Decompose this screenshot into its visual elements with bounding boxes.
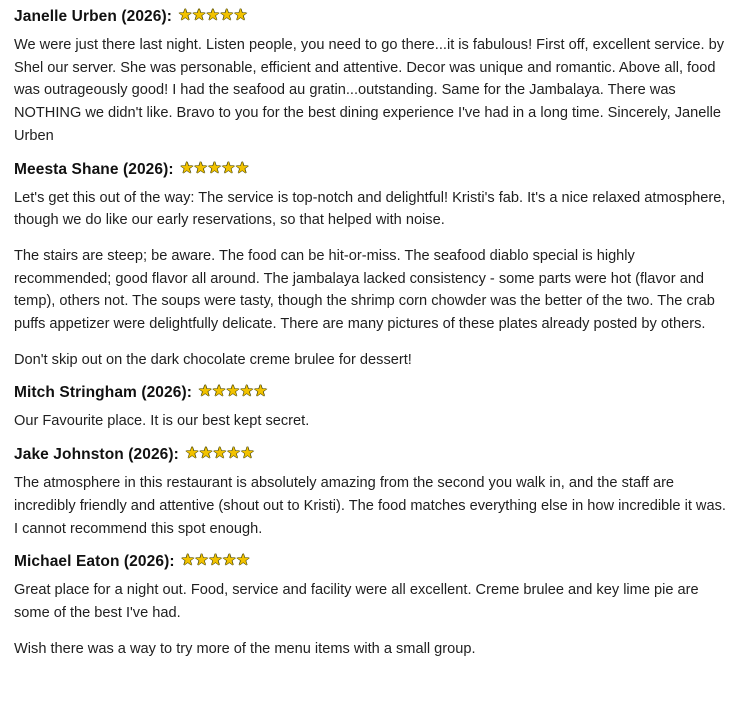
star-icon: ★ <box>198 445 213 463</box>
star-icon: ★ <box>179 159 194 177</box>
star-icon: ★ <box>178 7 192 24</box>
review-header <box>14 384 733 402</box>
review-header <box>14 553 733 571</box>
review-paragraph: Great place for a night out. Food, service and facility were all excellent. Creme brulee and key lime pie are some of the best I've had. <box>14 582 699 621</box>
star-icon: ★ <box>205 7 220 24</box>
rating-stars <box>178 8 247 24</box>
star-icon: ★ <box>221 159 236 177</box>
star-icon: ★ <box>194 552 209 570</box>
review-item <box>14 161 733 372</box>
reviewer-name: Meesta Shane (2026): <box>14 160 174 178</box>
review-paragraph: The atmosphere in this restaurant is absolutely amazing from the second you walk in, and the staff are incredibly friendly and attentive (shout out to Kristi). The food matches everything else in how incredible it was. I cannot recommend this spot enough. <box>14 475 726 537</box>
star-icon: ★ <box>211 383 226 401</box>
star-icon: ★ <box>193 159 208 177</box>
review-body <box>14 187 733 372</box>
review-item <box>14 553 733 660</box>
review-item <box>14 8 733 148</box>
star-icon: ★ <box>208 552 223 570</box>
review-paragraph: We were just there last night. Listen people, you need to go there...it is fabulous! First off, excellent service. by Shel our server. She was personable, efficient and attentive. Decor was unique and romantic. Above all, food was outrageously good! I had the seafood au gratin...outstanding. Same for the Jambalaya. There was NOTHING we didn't like. Bravo to you for the best dining experience I've had in a long time. Sincerely, Janelle Urben <box>14 37 725 144</box>
review-item <box>14 446 733 540</box>
star-icon: ★ <box>226 445 241 463</box>
star-icon: ★ <box>239 383 254 401</box>
star-icon: ★ <box>219 7 234 24</box>
review-body <box>14 34 733 148</box>
review-body <box>14 410 733 433</box>
rating-stars <box>180 161 249 177</box>
star-icon: ★ <box>225 383 240 401</box>
review-paragraph: Don't skip out on the dark chocolate creme brulee for dessert! <box>14 351 412 368</box>
rating-stars <box>181 553 250 569</box>
reviewer-name: Jake Johnston (2026): <box>14 446 179 464</box>
star-icon: ★ <box>235 159 249 177</box>
star-icon: ★ <box>191 7 206 24</box>
star-icon: ★ <box>240 445 255 463</box>
review-paragraph: Let's get this out of the way: The service is top-notch and delightful! Kristi's fab. It's a nice relaxed atmosphere, though we do like our early reservations, so that helped with noise. <box>14 189 726 229</box>
star-icon: ★ <box>222 552 236 570</box>
star-icon: ★ <box>184 445 199 463</box>
review-header <box>14 8 733 26</box>
review-item <box>14 384 733 433</box>
review-header <box>14 161 733 179</box>
rating-stars <box>198 384 267 400</box>
star-icon: ★ <box>207 159 222 177</box>
review-paragraph: The stairs are steep; be aware. The food can be hit-or-miss. The seafood diablo special is highly recommended; good flavor all around. The jambalaya lacked consistency - some parts were hot (flavor and temp), others not. The soups were tasty, though the shrimp corn chowder was the better of the two. The crab puffs appetizer were delightfully delicate. There are many pictures of these plates already posted by others. <box>14 247 715 333</box>
reviewer-name: Mitch Stringham (2026): <box>14 384 192 402</box>
star-icon: ★ <box>212 445 227 463</box>
star-icon: ★ <box>233 7 248 24</box>
star-icon: ★ <box>180 552 195 570</box>
review-paragraph: Wish there was a way to try more of the menu items with a small group. <box>14 640 476 657</box>
star-icon: ★ <box>235 552 250 570</box>
review-body <box>14 579 733 660</box>
star-icon: ★ <box>253 383 268 401</box>
reviewer-name: Janelle Urben (2026): <box>14 8 173 25</box>
reviewer-name: Michael Eaton (2026): <box>14 553 175 571</box>
review-paragraph: Our Favourite place. It is our best kept secret. <box>14 413 310 430</box>
reviews-list <box>14 8 733 660</box>
review-body <box>14 472 733 540</box>
star-icon: ★ <box>198 383 212 401</box>
review-header <box>14 446 733 464</box>
rating-stars <box>185 446 254 462</box>
